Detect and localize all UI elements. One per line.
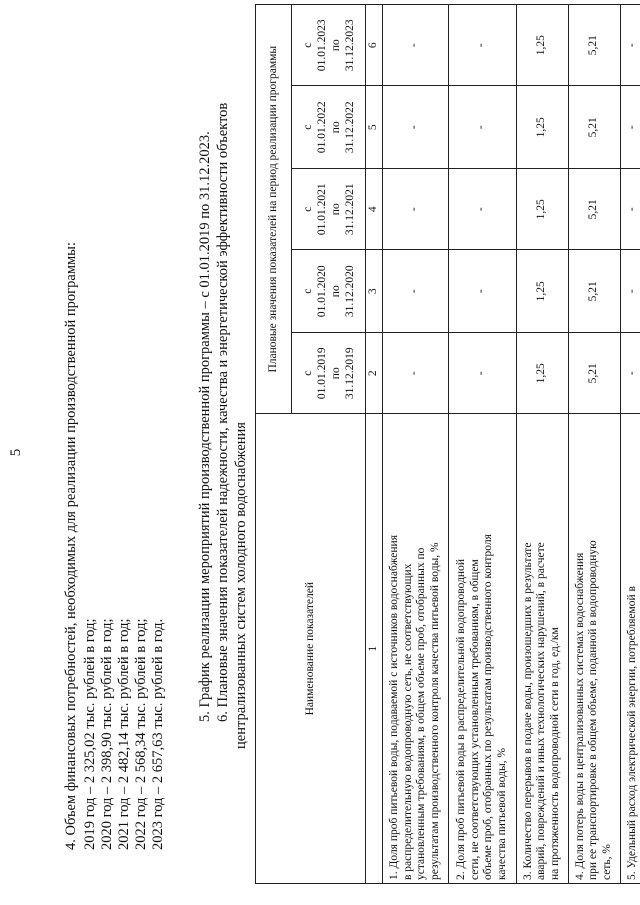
indicator-value: 5,21: [568, 5, 620, 86]
budget-year-item: 2023 год – 2 657,63 тыс. рублей в год.: [150, 618, 166, 850]
period-end: 31.12.2022: [343, 101, 356, 154]
period-end: 31.12.2020: [343, 265, 356, 318]
indicators-table-body: [382, 5, 640, 884]
page-number: 5: [8, 448, 24, 457]
column-number: 2: [366, 333, 383, 414]
indicator-name-line: 2. Доля проб питьевой воды в распределительной водопроводной: [455, 559, 467, 880]
indicator-value: 1,25: [516, 250, 568, 333]
section-6-heading-cont: централизованных систем холодного водоснабжения: [233, 422, 249, 749]
section-4-heading: 4. Объем финансовых потребностей, необходимых для реализации производственной программы:: [63, 242, 79, 850]
period-to: по: [329, 285, 342, 298]
indicator-value: -: [448, 333, 516, 414]
indicator-name-line: объеме проб, отобранных по результатам производственного контроля: [482, 534, 494, 880]
indicator-value: -: [620, 169, 640, 250]
period-start: 01.01.2019: [315, 347, 328, 400]
period-start: 01.01.2020: [315, 265, 328, 318]
indicator-name: [382, 414, 448, 884]
indicator-name-line: 5. Удельный расход электрической энергии, потребляемой в: [626, 586, 639, 880]
period-from: с: [301, 42, 314, 48]
period-from: с: [301, 288, 314, 294]
indicator-name-line: установленным требованиям, в общем объеме проб, отобранных по: [415, 547, 427, 880]
indicator-value: 1,25: [516, 169, 568, 250]
period-header-1: [292, 333, 366, 414]
indicator-value: -: [448, 5, 516, 86]
table-row: [620, 5, 640, 884]
section-6-heading: 6. Плановые значения показателей надежности, качества и энергетической эффективности объектов: [215, 102, 231, 722]
indicator-value: 1,25: [516, 86, 568, 169]
indicator-name-line: сеть, %: [600, 844, 613, 880]
column-number: 5: [366, 86, 383, 169]
period-to: по: [329, 367, 342, 380]
indicator-name: [568, 414, 620, 884]
column-number: 3: [366, 250, 383, 333]
column-number: 4: [366, 169, 383, 250]
indicator-value: 5,21: [568, 333, 620, 414]
budget-year-item: 2019 год – 2 325,02 тыс. рублей в год;: [82, 618, 98, 850]
period-header-3: [292, 169, 366, 250]
indicator-value: 5,21: [568, 250, 620, 333]
name-column-header: Наименование показателей: [256, 414, 366, 884]
table-row: [382, 5, 448, 884]
period-to: по: [329, 121, 342, 134]
period-to: по: [329, 203, 342, 216]
indicators-table: [255, 4, 640, 884]
indicator-value: -: [382, 5, 448, 86]
indicator-value: 1,25: [516, 5, 568, 86]
period-header-2: [292, 250, 366, 333]
indicator-value: -: [620, 5, 640, 86]
period-to: по: [329, 39, 342, 52]
indicator-name-line: аварий, повреждений и иных технологических нарушений, в расчете: [535, 542, 548, 880]
period-from: с: [301, 370, 314, 376]
indicator-name: [448, 414, 516, 884]
period-from: с: [301, 206, 314, 212]
column-number: 6: [366, 5, 383, 86]
budget-list: [82, 618, 167, 850]
indicator-name-line: при ее транспортировке в общем объеме, поданной в водопроводную: [587, 540, 600, 880]
indicator-name-line: сети, не соответствующих установленным требованиям, в общем: [468, 559, 481, 880]
table-row: [448, 5, 516, 884]
indicator-name-line: 4. Доля потерь воды в централизованных системах водоснабжения: [573, 552, 586, 880]
budget-year-item: 2022 год – 2 568,34 тыс. рублей в год;: [133, 618, 149, 850]
period-header-5: [292, 5, 366, 86]
indicator-value: 5,21: [568, 169, 620, 250]
indicator-name-line: результатам производственного контроля качества питьевой воды, %: [428, 542, 441, 880]
indicator-value: -: [382, 86, 448, 169]
indicator-name-line: 1. Доля проб питьевой воды, подаваемой с источников водоснабжения: [388, 534, 400, 880]
period-start: 01.01.2023: [315, 19, 328, 72]
indicator-name-line: качества питьевой воды, %: [495, 747, 508, 880]
indicator-name-line: 3. Количество перерывов в подаче воды, произошедших в результате: [521, 542, 534, 880]
period-from: с: [301, 124, 314, 130]
indicator-value: -: [382, 250, 448, 333]
indicator-name-line: в распределительную водопроводную сеть, не соответствующих: [401, 563, 414, 880]
column-number-row: [366, 5, 383, 884]
column-number: 1: [366, 414, 383, 884]
indicator-value: 1,25: [516, 333, 568, 414]
section-5-schedule: 5. График реализации мероприятий производственной программы – с 01.01.2019 по 31.12.2023.: [197, 131, 213, 722]
period-start: 01.01.2021: [315, 183, 328, 236]
plan-values-group-header: Плановые значения показателей на период реализации программы: [256, 5, 292, 414]
indicator-value: -: [448, 169, 516, 250]
period-end: 31.12.2023: [343, 19, 356, 72]
indicator-value: 5,21: [568, 86, 620, 169]
table-row: [568, 5, 620, 884]
indicator-value: -: [620, 333, 640, 414]
period-end: 31.12.2019: [343, 347, 356, 400]
period-end: 31.12.2021: [343, 183, 356, 236]
indicator-name-line: на протяженность водопроводной сети в год, ед./км: [548, 627, 561, 880]
indicator-value: -: [620, 250, 640, 333]
indicator-name: [620, 414, 640, 884]
period-header-4: [292, 86, 366, 169]
indicator-value: -: [448, 86, 516, 169]
budget-year-item: 2020 год – 2 398,90 тыс. рублей в год;: [99, 618, 115, 850]
indicator-value: -: [620, 86, 640, 169]
period-start: 01.01.2022: [315, 101, 328, 154]
indicator-name: [516, 414, 568, 884]
indicator-value: -: [382, 333, 448, 414]
indicator-value: -: [448, 250, 516, 333]
table-row: [516, 5, 568, 884]
budget-year-item: 2021 год – 2 482,14 тыс. рублей в год;: [116, 618, 132, 850]
indicator-value: -: [382, 169, 448, 250]
